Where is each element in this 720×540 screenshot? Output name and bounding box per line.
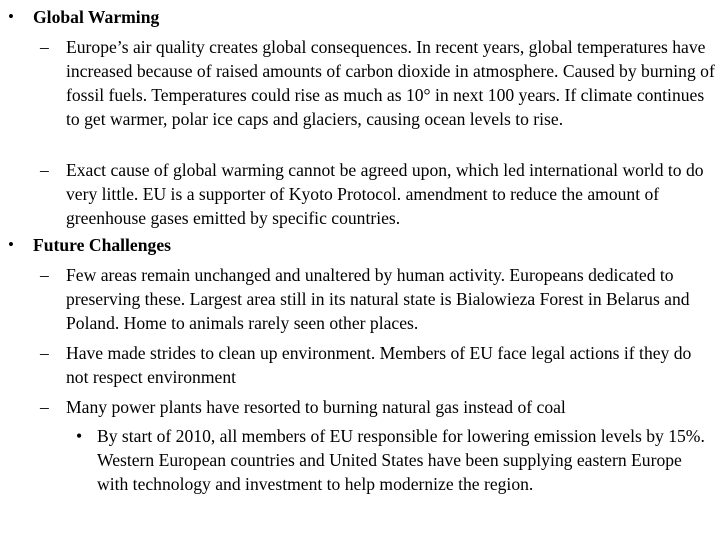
dash-icon: – — [40, 37, 49, 57]
dash-icon: – — [40, 265, 49, 285]
point-text: Exact cause of global warming cannot be agreed upon, which led international world to do very little. EU is a supporter of Kyoto Protocol. amendment to reduce the amount of greenhouse gases emitted by specific countries. — [66, 160, 704, 228]
bullet-icon: • — [8, 235, 14, 254]
bullet-icon: • — [8, 7, 14, 26]
subpoint-text: By start of 2010, all members of EU responsible for lowering emission levels by 15%. Western European countries and United States have been supplying eastern Europe with technology and investment to help modernize the region. — [97, 426, 705, 494]
point-text: Many power plants have resorted to burning natural gas instead of coal — [66, 397, 566, 417]
dash-icon: – — [40, 343, 49, 363]
point-text: Few areas remain unchanged and unaltered by human activity. Europeans dedicated to preserving these. Largest area still in its natural state is Bialowieza Forest in Belarus and Poland. Home to animals rarely seen other places. — [66, 265, 690, 333]
section-heading: Future Challenges — [33, 235, 171, 255]
dash-icon: – — [40, 160, 49, 180]
point-text: Have made strides to clean up environment. Members of EU face legal actions if they do not respect environment — [66, 343, 692, 387]
dash-icon: – — [40, 397, 49, 417]
section-heading: Global Warming — [33, 7, 160, 27]
point-text: Europe’s air quality creates global consequences. In recent years, global temperatures have increased because of raised amounts of carbon dioxide in atmosphere. Caused by burning of fossil fuels. Temperatures could rise as much as 10° in next 100 years. If climate continues to get warmer, polar ice caps and glaciers, causing ocean levels to rise. — [66, 37, 715, 129]
bullet-icon: • — [76, 426, 83, 446]
